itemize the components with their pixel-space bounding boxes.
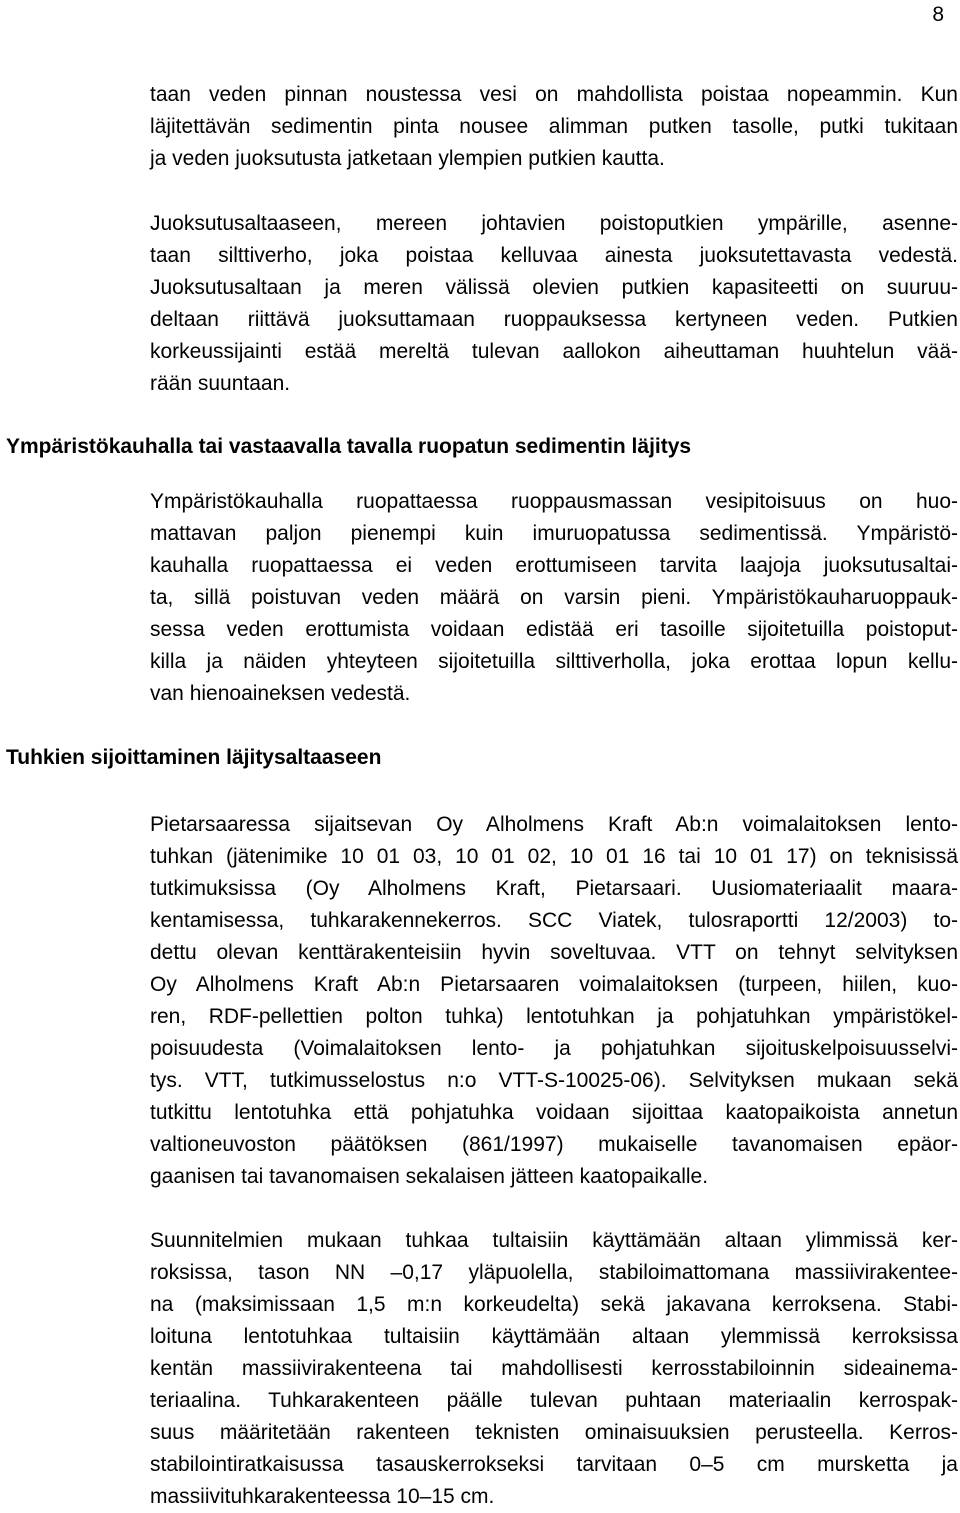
text-line: poisuudesta (Voimalaitoksen lento- ja pohjatuhkan sijoituskelpoisuusselvi- [150, 1037, 958, 1060]
paragraph-4 [150, 809, 958, 1193]
text-line: tutkimuksissa (Oy Alholmens Kraft, Pietarsaari. Uusiomateriaalit maara- [150, 877, 958, 900]
text-line: stabilointiratkaisussa tasauskerrokseksi tarvitaan 0–5 cm murskettа ja [150, 1453, 958, 1476]
text-line: korkeussijainti estää mereltä tulevan aallokon aiheuttaman huuhtelun vää- [150, 340, 958, 363]
text-line: Ympäristökauhalla ruopattaessa ruoppausmassan vesipitoisuus on huo- [150, 490, 958, 513]
text-line: Suunnitelmien mukaan tuhkaa tultaisiin käyttämään altaan ylimmissä ker- [150, 1229, 958, 1252]
paragraph-5 [150, 1225, 958, 1513]
text-line: valtioneuvoston päätöksen (861/1997) mukaiselle tavanomaisen epäor- [150, 1133, 958, 1156]
text-line: Juoksutusaltaan ja meren välissä olevien putkien kapasiteetti on suuruu- [150, 276, 958, 299]
text-line: ta, sillä poistuvan veden määrä on varsin pieni. Ympäristökauharuoppauk- [150, 586, 958, 609]
text-line: kentän massiivirakenteena tai mahdollisesti kerrosstabiloinnin sideainema- [150, 1357, 958, 1380]
text-line: killa ja näiden yhteyteen sijoitetuilla silttiverholla, joka erottaa lopun kellu- [150, 650, 958, 673]
text-line: deltaan riittävä juoksuttamaan ruoppauksessa kertyneen veden. Putkien [150, 308, 958, 331]
section-heading: Ympäristökauhalla tai vastaavalla tavalla ruopatun sedimentin läjitys [6, 435, 692, 458]
text-line: suus määritetään rakenteen teknisten ominaisuuksien perusteella. Kerros- [150, 1421, 958, 1444]
text-line: Pietarsaaressa sijaitsevan Oy Alholmens Kraft Ab:n voimalaitoksen lento- [150, 813, 958, 836]
text-line: taan silttiverho, joka poistaa kelluvaa ainesta juoksutettavasta vedestä. [150, 244, 958, 267]
text-line: rään suuntaan. [150, 372, 291, 395]
text-line: loituna lentotuhkaa tultaisiin käyttämään altaan ylemmissä kerroksissa [150, 1325, 958, 1348]
page-number: 8 [932, 3, 944, 26]
text-line: sessa veden erottumista voidaan edistää eri tasoille sijoitetuilla poistoput- [150, 618, 958, 641]
text-line: läjitettävän sedimentin pinta nousee alimman putken tasolle, putki tukitaan [150, 115, 958, 138]
text-line: na (maksimissaan 1,5 m:n korkeudelta) sekä jakavana kerroksena. Stabi- [150, 1293, 958, 1316]
paragraph-2 [150, 208, 958, 400]
section-heading: Tuhkien sijoittaminen läjitysaltaaseen [6, 746, 382, 769]
text-line: teriaalina. Tuhkarakenteen päälle tulevan puhtaan materiaalin kerrospak- [150, 1389, 958, 1412]
text-line: roksissa, tason NN –0,17 yläpuolella, stabiloimattomana massiivirakentee- [150, 1261, 958, 1284]
text-line: ren, RDF-pellettien polton tuhka) lentotuhkan ja pohjatuhkan ympäristökel- [150, 1005, 958, 1028]
text-line: gaanisen tai tavanomaisen sekalaisen jätteen kaatopaikalle. [150, 1165, 709, 1188]
text-line: kauhalla ruopattaessa ei veden erottumiseen tarvita laajoja juoksutusaltai- [150, 554, 958, 577]
text-line: Oy Alholmens Kraft Ab:n Pietarsaaren voimalaitoksen (turpeen, hiilen, kuo- [150, 973, 958, 996]
paragraph-1 [150, 79, 958, 175]
text-line: mattavan paljon pienempi kuin imuruopatussa sedimentissä. Ympäristö- [150, 522, 958, 545]
text-line: tuhkan (jätenimike 10 01 03, 10 01 02, 10 01 16 tai 10 01 17) on teknisissä [150, 845, 958, 868]
text-line: Juoksutusaltaaseen, mereen johtavien poistoputkien ympärille, asenne- [150, 212, 958, 235]
text-line: tys. VTT, tutkimusselostus n:o VTT-S-10025-06). Selvityksen mukaan sekä [150, 1069, 958, 1092]
text-line: kentamisessa, tuhkarakennekerros. SCC Viatek, tulosraportti 12/2003) to- [150, 909, 958, 932]
text-line: van hienoaineksen vedestä. [150, 682, 411, 705]
text-line: tutkittu lentotuhka että pohjatuhka voidaan sijoittaa kaatopaikoista annetun [150, 1101, 958, 1124]
text-line: dettu olevan kenttärakenteisiin hyvin soveltuvaa. VTT on tehnyt selvityksen [150, 941, 958, 964]
paragraph-3 [150, 486, 958, 710]
text-line: massiivituhkarakenteessa 10–15 cm. [150, 1485, 495, 1508]
text-line: ja veden juoksutusta jatketaan ylempien putkien kautta. [150, 147, 665, 170]
text-line: taan veden pinnan noustessa vesi on mahdollista poistaa nopeammin. Kun [150, 83, 958, 106]
